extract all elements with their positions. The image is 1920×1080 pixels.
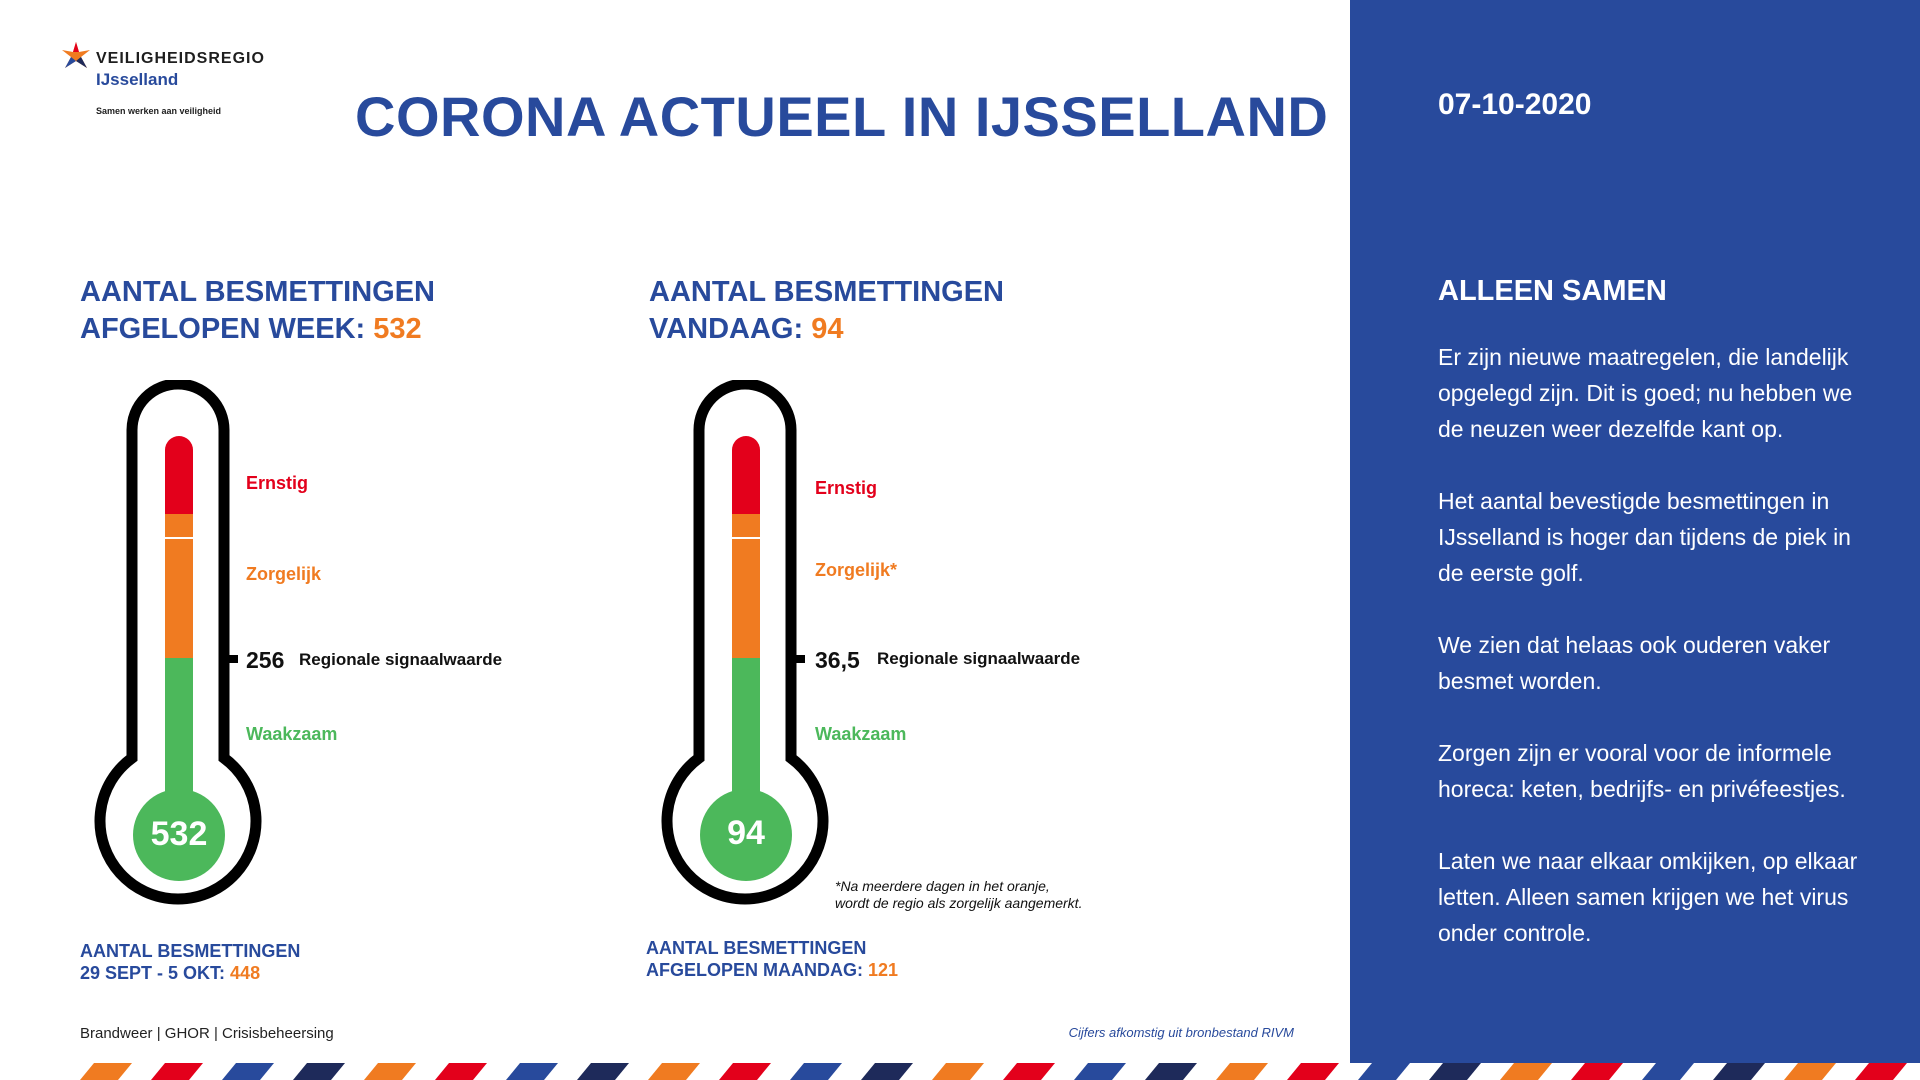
left-heading-value: 532 xyxy=(373,313,422,345)
sidebar-paragraph: Zorgen zijn er vooral voor de informele horeca: keten, bedrijfs- en privéfeestjes. xyxy=(1438,740,1846,802)
stripe-segment xyxy=(1571,1063,1623,1080)
left-heading-line1: AANTAL BESMETTINGEN xyxy=(80,276,435,308)
left-level-worrying: Zorgelijk xyxy=(246,564,322,584)
sidebar-heading: ALLEEN SAMEN xyxy=(1438,275,1667,307)
stripe-segment xyxy=(1784,1063,1836,1080)
logo-star-icon xyxy=(60,40,92,74)
left-bottom-line1: AANTAL BESMETTINGEN xyxy=(80,941,301,961)
stripe-segment xyxy=(293,1063,345,1080)
logo-name: VEILIGHEIDSREGIO xyxy=(96,50,265,67)
sidebar-paragraph: Laten we naar elkaar omkijken, op elkaar letten. Alleen samen krijgen we het virus onder controle. xyxy=(1438,848,1858,946)
right-heading-line1: AANTAL BESMETTINGEN xyxy=(649,276,1004,308)
right-bottom-stat xyxy=(646,937,898,981)
stripe-segment xyxy=(1145,1063,1197,1080)
footer-source: Cijfers afkomstig uit bronbestand RIVM xyxy=(1068,1025,1294,1040)
sidebar-paragraph: We zien dat helaas ook ouderen vaker besmet worden. xyxy=(1438,632,1831,694)
stripe-segment xyxy=(1500,1063,1552,1080)
stripe-segment xyxy=(435,1063,487,1080)
stripe-segment xyxy=(577,1063,629,1080)
stripe-segment xyxy=(1642,1063,1694,1080)
right-level-worrying: Zorgelijk* xyxy=(815,560,898,580)
left-bottom-value: 448 xyxy=(230,963,261,983)
right-level-alert: Waakzaam xyxy=(815,724,907,744)
left-level-alert: Waakzaam xyxy=(246,724,338,744)
logo-region: IJsselland xyxy=(96,70,179,89)
right-note xyxy=(835,878,1082,912)
stripe-segment xyxy=(222,1063,274,1080)
stripe-segment xyxy=(1216,1063,1268,1080)
stripe-segment xyxy=(80,1063,132,1080)
left-signal-value: 256 xyxy=(246,647,285,673)
page-title: CORONA ACTUEEL IN IJSSELLAND xyxy=(355,85,1329,148)
right-green-zone xyxy=(732,658,760,798)
stripe-segment xyxy=(1855,1063,1907,1080)
sidebar-body xyxy=(1438,339,1878,987)
right-orange-zone xyxy=(732,514,760,658)
stripe-segment xyxy=(719,1063,771,1080)
right-heading-line2: VANDAAG: 94 xyxy=(649,313,844,345)
stripe-segment xyxy=(1358,1063,1410,1080)
right-bottom-line2: AFGELOPEN MAANDAG: 121 xyxy=(646,960,899,980)
right-heading-value: 94 xyxy=(811,313,844,345)
stripe-segment xyxy=(790,1063,842,1080)
stripe-segment xyxy=(151,1063,203,1080)
sidebar-paragraph: Er zijn nieuwe maatregelen, die landelijk opgelegd zijn. Dit is goed; nu hebben we de neuzen weer dezelfde kant op. xyxy=(1438,344,1853,442)
left-green-zone xyxy=(165,658,193,798)
stripe-segment xyxy=(1003,1063,1055,1080)
right-level-serious: Ernstig xyxy=(815,478,878,498)
left-red-zone xyxy=(165,436,193,514)
stripe-segment xyxy=(861,1063,913,1080)
left-orange-zone xyxy=(165,514,193,658)
stripe-segment xyxy=(364,1063,416,1080)
left-level-serious: Ernstig xyxy=(246,473,309,493)
right-note-line1: *Na meerdere dagen in het oranje, xyxy=(835,878,1050,894)
stripe-segment xyxy=(1429,1063,1481,1080)
left-bottom-line2: 29 SEPT - 5 OKT: 448 xyxy=(80,963,261,983)
right-note-line2: wordt de regio als zorgelijk aangemerkt. xyxy=(835,895,1083,911)
date-label: 07-10-2020 xyxy=(1438,88,1592,121)
logo-tagline: Samen werken aan veiligheid xyxy=(96,106,222,116)
stripe-segment xyxy=(1287,1063,1339,1080)
right-signal-tick xyxy=(791,655,805,663)
stripe-segment xyxy=(932,1063,984,1080)
stripe-segment xyxy=(506,1063,558,1080)
sidebar-paragraph: Het aantal bevestigde besmettingen in IJsselland is hoger dan tijdens de piek in de eerste golf. xyxy=(1438,488,1851,586)
stripe-segment xyxy=(1713,1063,1765,1080)
right-bottom-line1: AANTAL BESMETTINGEN xyxy=(646,938,867,958)
left-signal-tick xyxy=(224,655,238,663)
stripe-segment xyxy=(648,1063,700,1080)
left-signal-label: Regionale signaalwaarde xyxy=(299,650,503,669)
left-heading-line2: AFGELOPEN WEEK: 532 xyxy=(80,313,422,345)
left-bottom-stat xyxy=(80,940,300,984)
footer-organizations: Brandweer | GHOR | Crisisbeheersing xyxy=(80,1025,334,1042)
right-signal-label: Regionale signaalwaarde xyxy=(877,649,1081,668)
stripe-border xyxy=(0,1063,1920,1080)
logo xyxy=(60,40,92,79)
right-bottom-value: 121 xyxy=(868,960,899,980)
right-signal-value: 36,5 xyxy=(815,647,860,673)
right-heading xyxy=(649,274,1004,348)
stripe-segment xyxy=(1074,1063,1126,1080)
left-heading xyxy=(80,274,435,348)
left-bulb-value: 532 xyxy=(150,815,208,853)
right-bulb-value: 94 xyxy=(727,814,765,852)
right-red-zone xyxy=(732,436,760,514)
